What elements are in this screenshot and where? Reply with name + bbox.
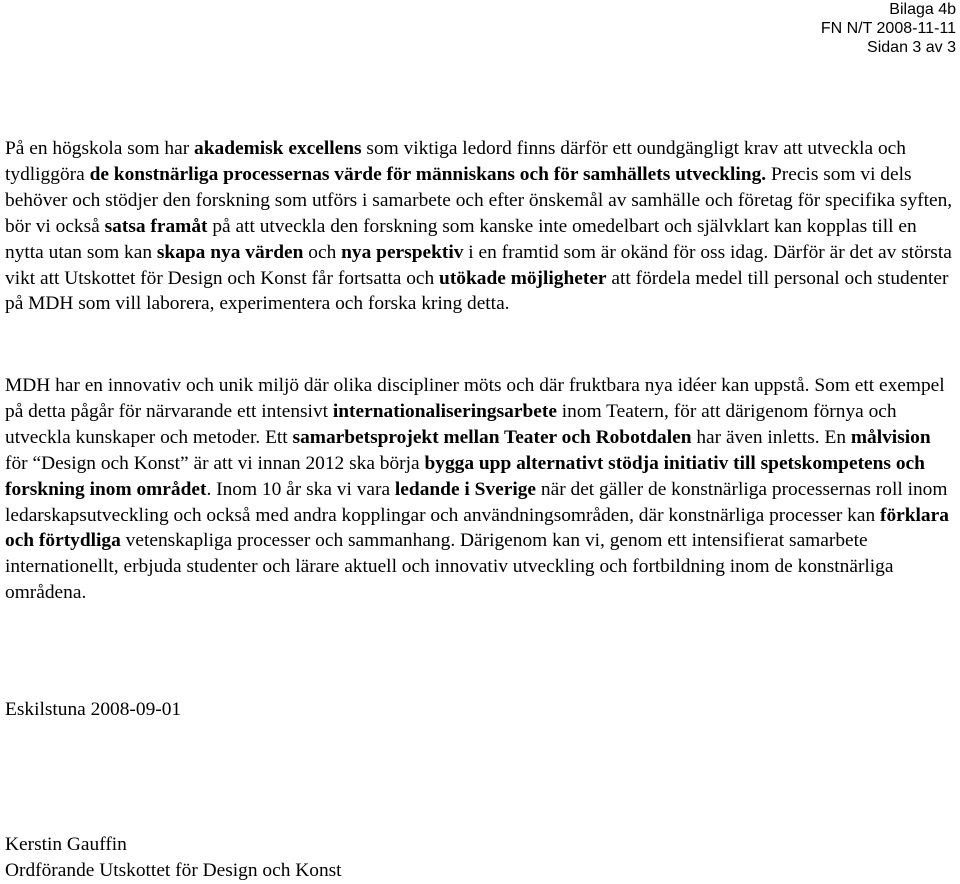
text-run: har även inletts. En <box>691 426 851 448</box>
attachment-label: Bilaga 4b <box>889 1 956 18</box>
page-header <box>821 0 956 57</box>
paragraph-innovation <box>5 373 957 606</box>
bold-run: de konstnärliga processernas värde för människans och för samhällets utveckling. <box>89 163 767 185</box>
bold-run: målvision <box>850 426 931 448</box>
text-run: att fördela medel till personal och studenter på MDH som vill laborera, experimentera och forska kring detta. <box>5 267 949 315</box>
bold-run: skapa nya värden <box>156 241 304 263</box>
signature-block <box>5 832 342 884</box>
text-run: som viktiga ledord finns därför ett oundgängligt krav att utveckla och tydliggöra <box>5 138 906 185</box>
paragraph-excellence <box>5 136 957 317</box>
bold-run: förklara och förtydliga <box>5 504 949 552</box>
bold-run: internationaliseringsarbete <box>332 400 557 422</box>
bold-run: utökade möjligheter <box>439 267 607 289</box>
bold-run: bygga upp alternativt stödja initiativ till spetskompetens och forskning inom området <box>5 452 925 500</box>
text-run: vetenskapliga processer och sammanhang. Därigenom kan vi, genom ett intensifierat samarbete internationellt, erbjuda studenter och lärare aktuell och innovativ utveckling och fortbildning inom de konstnärliga områdena. <box>5 530 894 604</box>
place-and-date: Eskilstuna 2008-09-01 <box>5 699 182 720</box>
text-run: och <box>303 241 342 263</box>
text-run: på att utveckla den forskning som kanske inte omedelbart och självklart kan kopplas till en nytta utan som kan <box>5 215 917 263</box>
signatory-title: Ordförande Utskottet för Design och Konst <box>5 859 342 881</box>
text-run: för “Design och Konst” är att vi innan 2012 ska börja <box>5 452 425 474</box>
bold-run: akademisk excellens <box>194 138 362 159</box>
bold-run: nya perspektiv <box>341 241 464 263</box>
signatory-name: Kerstin Gauffin <box>5 834 127 855</box>
bold-run: ledande i Sverige <box>394 478 537 500</box>
text-run: inom Teatern, för att därigenom förnya och utveckla kunskaper och metoder. Ett <box>5 400 897 448</box>
bold-run: samarbetsprojekt mellan Teater och Robotdalen <box>292 426 692 448</box>
page-number: Sidan 3 av 3 <box>867 39 956 56</box>
text-run: MDH har en innovativ och unik miljö där olika discipliner möts och där fruktbara nya idéer kan uppstå. Som ett exempel på detta pågår för närvarande ett intensivt <box>5 375 945 422</box>
text-run: Precis som vi dels behöver och stödjer den forskning som utförs i samarbete och efter önskemål av samhälle och företag för specifika syften, bör vi också <box>5 163 953 237</box>
text-run: På en högskola som har <box>5 138 195 159</box>
text-run: när det gäller de konstnärliga processernas roll inom ledarskapsutveckling och också med andra kopplingar och användningsområden, där konstnärliga processer kan <box>5 478 948 526</box>
text-run: i en framtid som är okänd för oss idag. Därför är det av största vikt att Utskottet för Design och Konst får fortsatta och <box>5 241 952 289</box>
bold-run: satsa framåt <box>104 215 208 237</box>
text-run: . Inom 10 år ska vi vara <box>206 478 395 500</box>
document-reference: FN N/T 2008-11-11 <box>820 20 956 37</box>
